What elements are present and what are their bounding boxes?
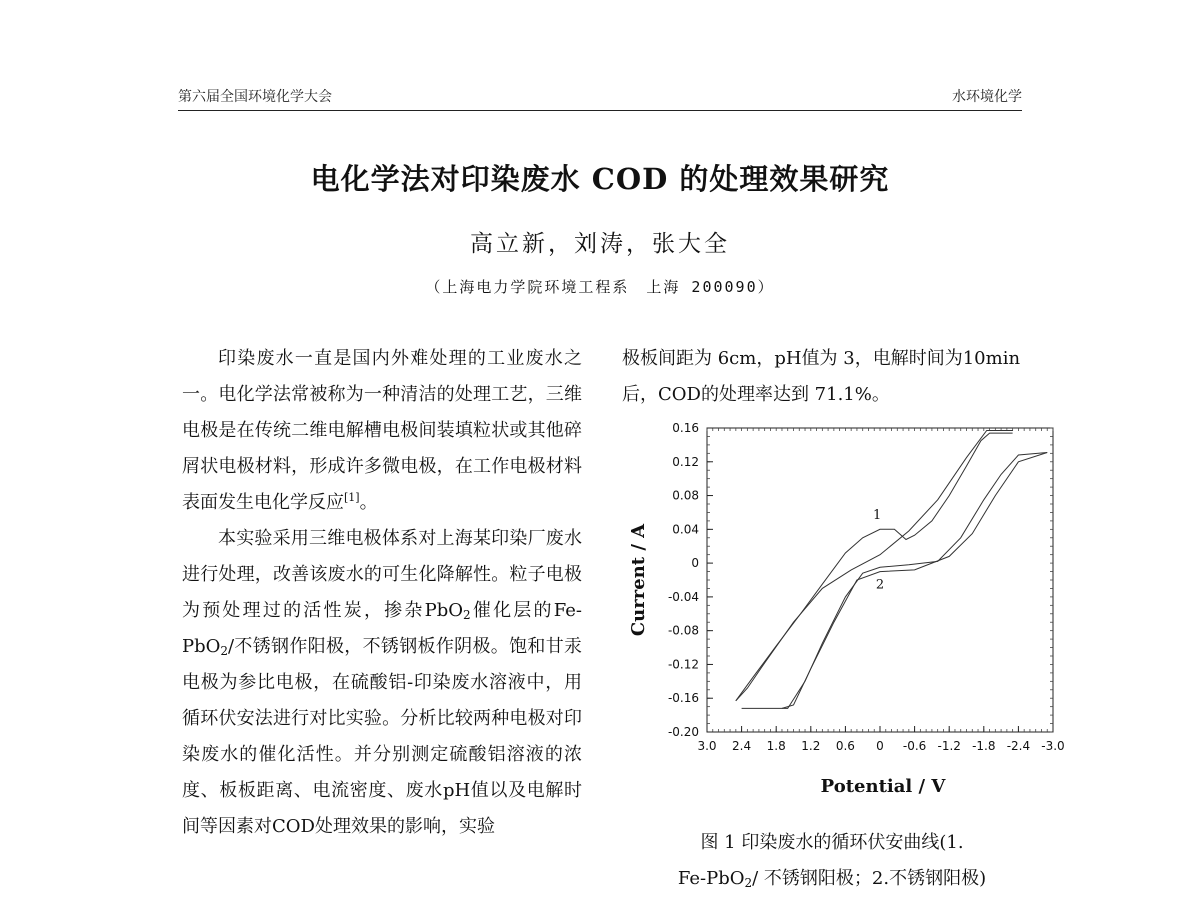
paragraph-result: 极板间距为 6cm，pH值为 3，电解时间为10min后，COD的处理率达到 71.1%。 [622,348,1021,405]
x-axis-title: Potential / V [820,776,946,797]
y-tick-label: 0.16 [672,421,699,435]
method-text-c: /不锈钢作阳极，不锈钢板作阴极。饱和甘汞电极为参比电极，在硫酸铝-印染废水溶液中，用循环伏安法进行对比实验。分析比较两种电极对印染废水的催化活性。并分别测定硫酸铝溶液的浓度、板板距离、电流密度、废水pH值以及电解时间等因素对COD处理效果的影响，实验 [182,636,582,837]
figure-caption [622,825,1042,897]
y-tick-label: -0.04 [667,589,699,604]
subscript: 2 [744,876,753,890]
series-1-line [736,433,1013,701]
series-1-label: 1 [872,508,882,524]
left-column [182,341,582,845]
series-2-line [742,453,1048,709]
x-tick-label: -3.0 [1041,739,1065,753]
caption-line-2a: Fe-PbO [677,868,745,889]
series-2-line [782,453,1047,709]
author-list: 高立新，刘涛，张大全 [470,231,730,257]
x-tick-label: 3.0 [697,739,717,753]
paragraph-intro-end: 。 [359,492,378,513]
x-tick-label: 1.2 [801,739,821,753]
method-text-b: 催化层的Fe-PbO [182,600,582,657]
y-axis-title: Current / A [628,523,649,637]
running-header [178,84,1022,111]
x-tick-label: 2.4 [732,739,752,753]
y-tick-label: 0 [691,556,699,571]
cv-chart-svg [620,416,1080,806]
y-tick-label: 0.04 [672,522,699,537]
y-tick-label: -0.20 [667,725,699,739]
series-1-line [736,431,1013,701]
citation-ref: [1] [344,491,360,504]
y-tick-label: -0.16 [667,691,699,706]
series-2-label: 2 [875,577,885,593]
paragraph-method [182,521,582,845]
right-column-text [622,341,1032,413]
x-tick-label: 0 [876,739,884,753]
cv-chart [620,416,1080,806]
paper-title: 电化学法对印染废水 COD 的处理效果研究 [310,162,890,196]
y-tick-label: -0.08 [667,623,699,638]
x-tick-label: -0.6 [902,739,927,753]
subscript: 2 [220,644,229,658]
y-tick-label: -0.12 [667,657,699,672]
y-tick-label: 0.12 [672,454,699,469]
subscript: 2 [463,608,471,622]
affiliation: （上海电力学院环境工程系 上海 200090） [425,278,775,296]
paragraph-intro-text: 印染废水一直是国内外难处理的工业废水之一。电化学法常被称为一种清洁的处理工艺，三维电极是在传统二维电解槽电极间装填粒状或其他碎屑状电极材料，形成许多微电极，在工作电极材料表面发生电化学反应 [182,348,582,513]
paragraph-intro [182,341,582,521]
conference-name: 第六届全国环境化学大会 [178,89,332,105]
caption-line-2 [622,861,1042,897]
x-tick-label: 0.6 [835,739,855,753]
caption-line-1: 图 1 印染废水的循环伏安曲线(1. [700,832,964,853]
section-name: 水环境化学 [952,89,1022,105]
x-tick-label: -1.8 [972,739,996,753]
method-text-a: 本实验采用三维电极体系对上海某印染厂废水进行处理，改善该废水的可生化降解性。粒子电极为预处理过的活性炭，掺杂PbO [182,528,582,621]
x-tick-label: -2.4 [1006,739,1031,753]
x-tick-label: 1.8 [766,739,786,753]
caption-line-2b: / 不锈钢阳极；2.不锈钢阳极) [752,868,987,889]
x-tick-label: -1.2 [937,739,961,753]
y-tick-label: 0.08 [672,488,699,503]
